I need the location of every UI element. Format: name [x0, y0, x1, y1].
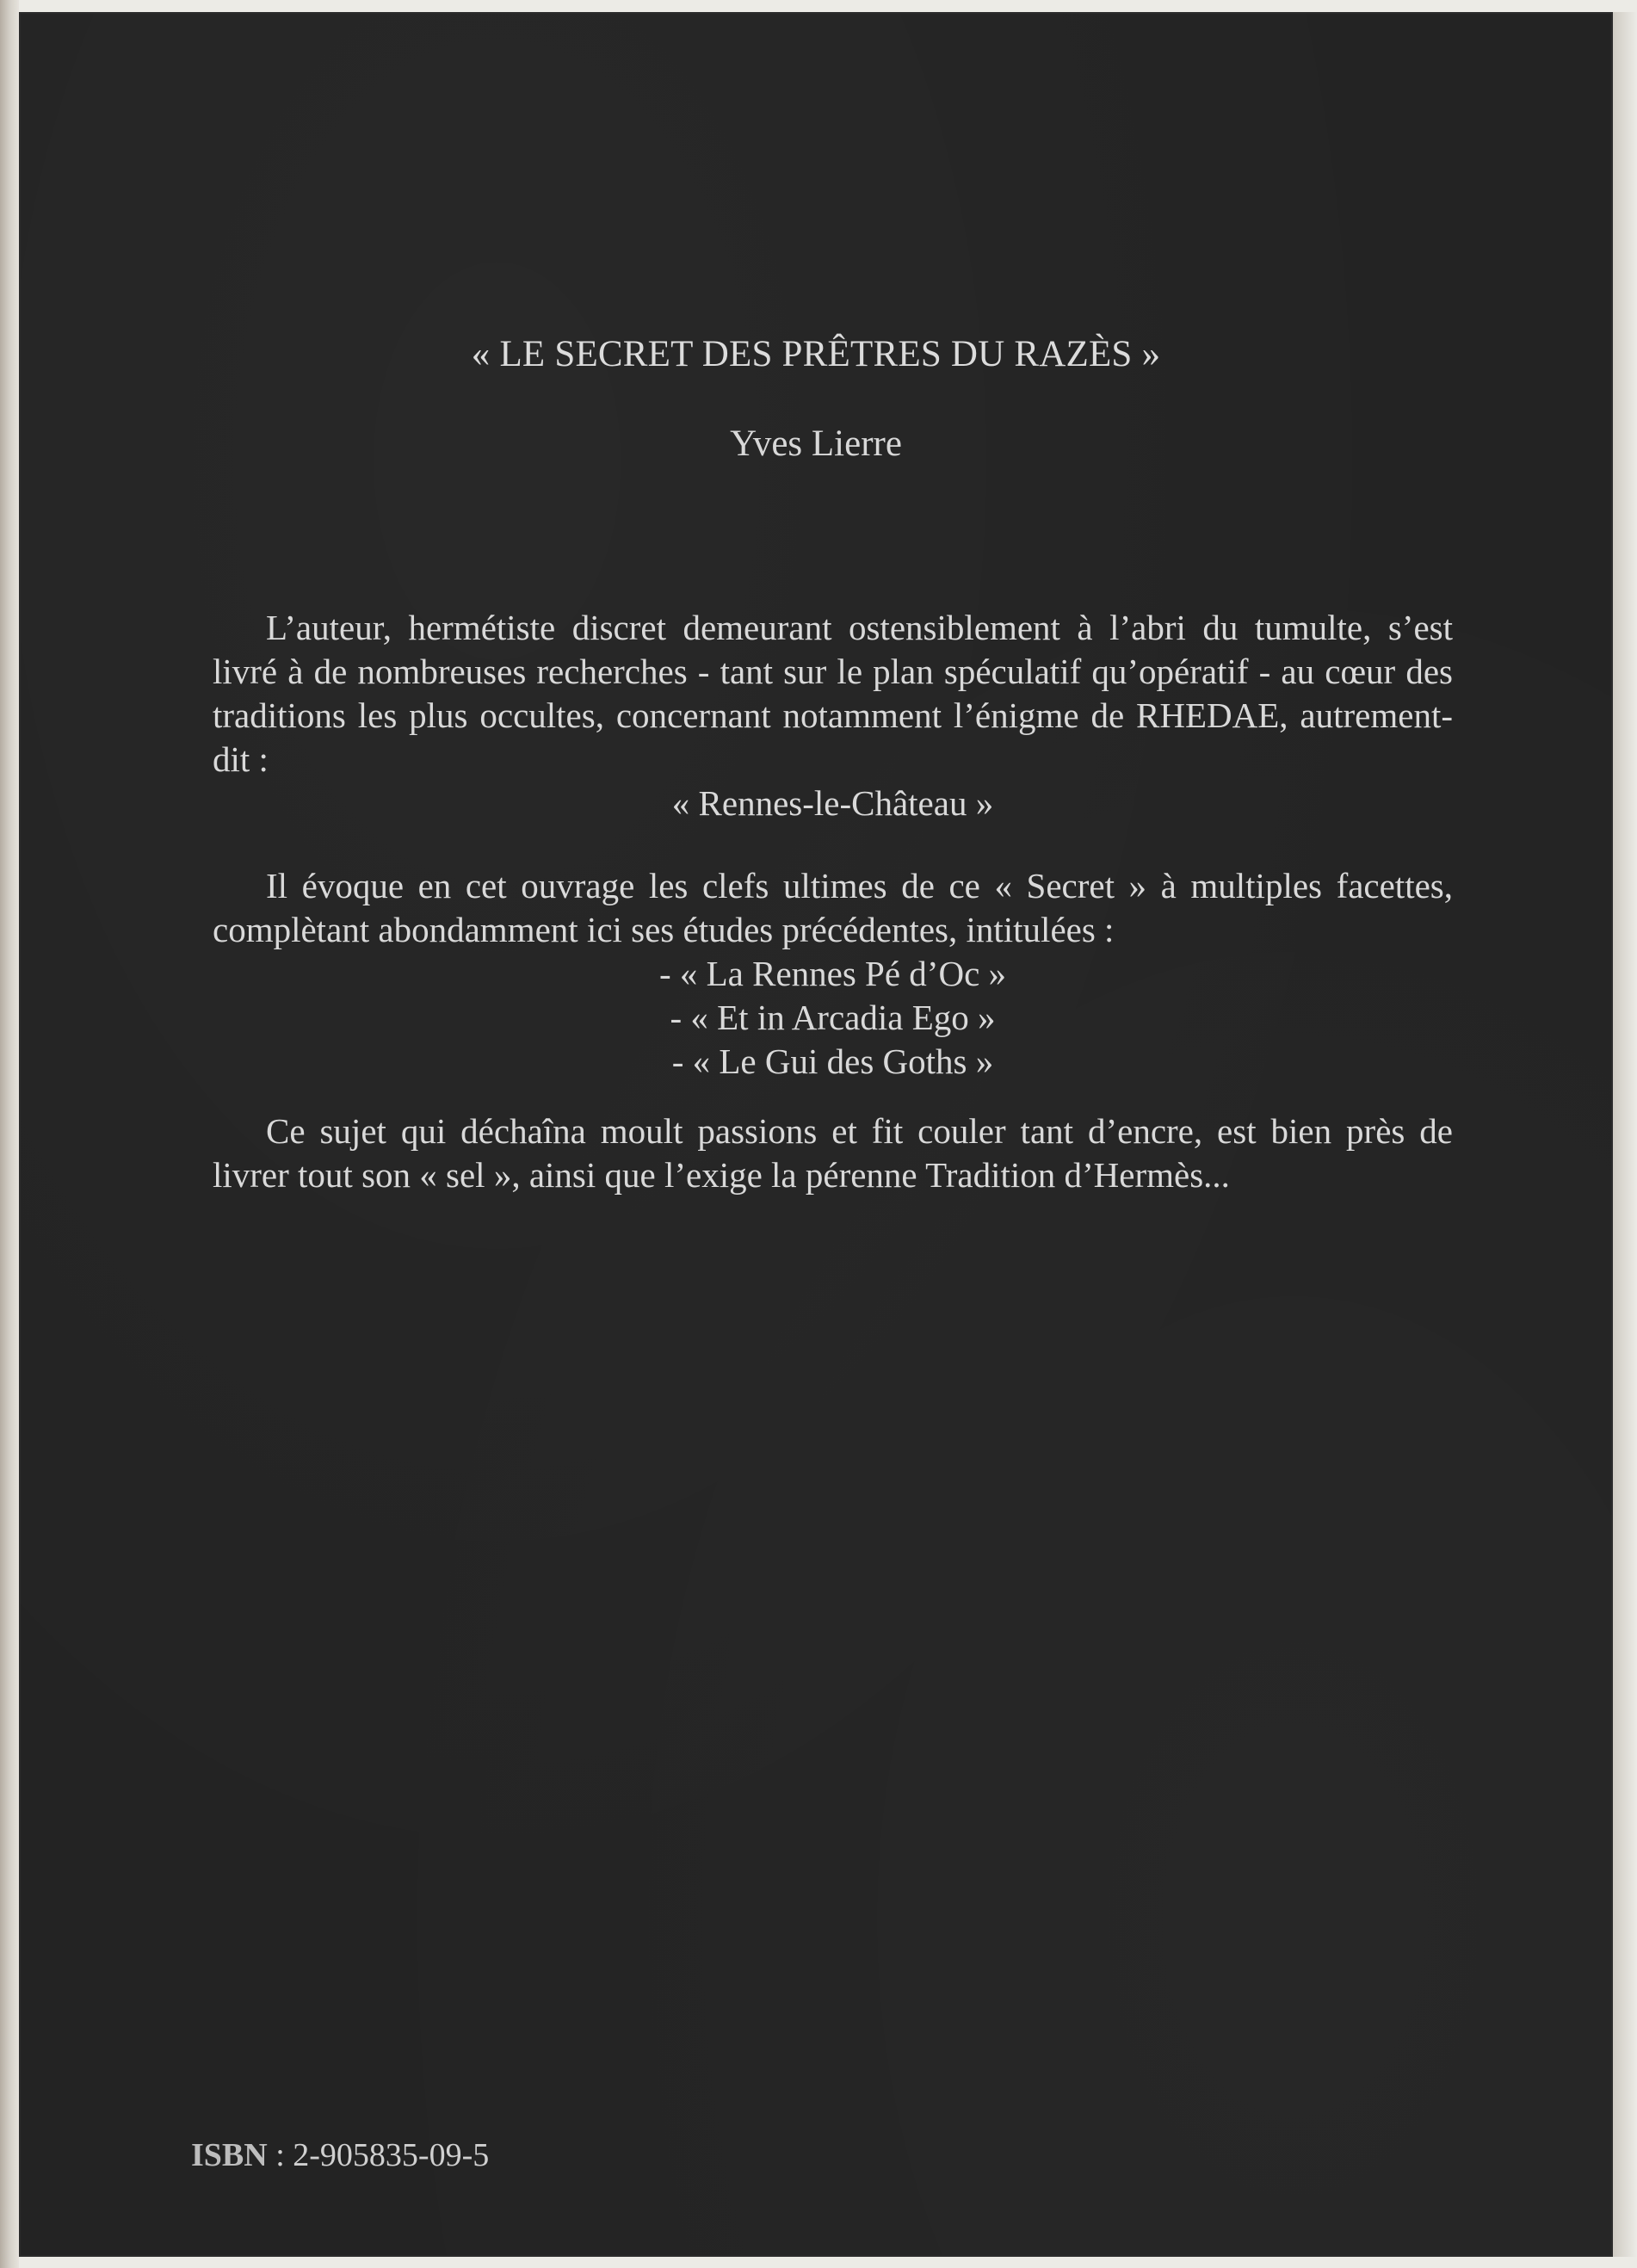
spine-edge — [0, 0, 19, 2268]
blurb-text-1: L’auteur, hermétiste discret demeurant ostensiblement à l’abri du tumulte, s’est livré à de nombreuses recherches - tant sur le plan spéculatif qu’opératif - au cœur des traditions les plus occultes, concernant notamment l’énigme de RHEDAE, autrement-dit : — [213, 608, 1453, 779]
back-cover — [19, 12, 1613, 2257]
isbn-separator: : — [267, 2137, 293, 2173]
previous-work-1: - « La Rennes Pé d’Oc » — [658, 954, 1007, 993]
previous-work-2: - « Et in Arcadia Ego » — [670, 998, 996, 1037]
blurb-paragraph-2 — [213, 864, 1453, 1084]
blurb-text-3: Ce sujet qui déchaîna moult passions et fit couler tant d’encre, est bien près de livrer tout son « sel », ainsi que l’exige la pérenne Tradition d’Hermès... — [213, 1111, 1453, 1195]
author-name: Yves Lierre — [730, 423, 902, 464]
cover-right-edge — [1613, 12, 1637, 2257]
blurb-quote-rennes: « Rennes-le-Château » — [671, 783, 994, 823]
book-title: « LE SECRET DES PRÊTRES DU RAZÈS » — [471, 334, 1161, 374]
previous-work-3: - « Le Gui des Goths » — [671, 1041, 994, 1081]
isbn-label: ISBN — [191, 2137, 268, 2173]
blurb-text-2: Il évoque en cet ouvrage les clefs ultimes de ce « Secret » à multiples facettes, complètant abondamment ici ses études précédentes, intitulées : — [213, 866, 1453, 949]
isbn-number: 2-905835-09-5 — [293, 2137, 490, 2173]
blurb-paragraph-3 — [213, 1109, 1453, 1197]
isbn-line — [191, 2136, 489, 2174]
blurb-paragraph-1 — [213, 606, 1453, 825]
